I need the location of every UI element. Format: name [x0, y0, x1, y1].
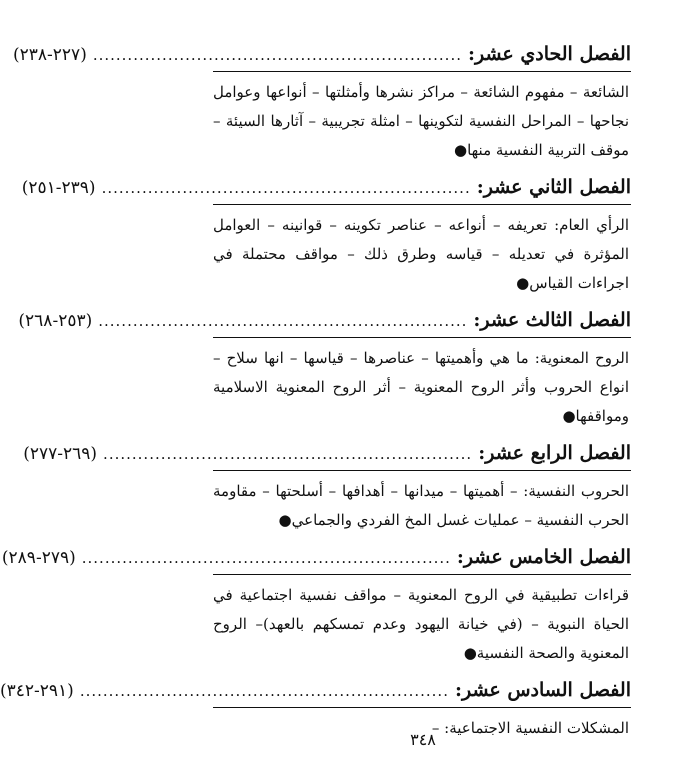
leader-dots: ................................................................	[103, 445, 473, 463]
leader-dots: ................................................................	[81, 549, 451, 567]
chapter-title: الفصل الثالث عشر:	[473, 309, 631, 331]
leader-dots: ................................................................	[92, 46, 462, 64]
chapter-entry	[18, 306, 631, 431]
chapter-title: الفصل الثاني عشر:	[476, 176, 631, 198]
chapter-description: الروح المعنوية: ما هي وأهميتها – عناصرها – قياسها – انها سلاح – انواع الحروب وأثر الروح المعنوية – أثر الروح المعنوية الاسلامية ومواقفها●	[213, 349, 629, 425]
chapter-title: الفصل الخامس عشر:	[456, 546, 631, 568]
leader-dots: ................................................................	[101, 179, 471, 197]
chapter-heading	[18, 306, 631, 335]
chapter-divider	[213, 204, 631, 205]
chapter-page-range: (٢٣٩-٢٥١)	[21, 178, 96, 198]
chapter-page-range: (٢٥٣-٢٦٨)	[18, 311, 93, 331]
chapter-entry	[21, 173, 631, 298]
chapter-divider	[213, 574, 631, 575]
page-number: ٣٤٨	[410, 730, 436, 749]
chapter-heading	[0, 676, 631, 705]
chapter-description: الشائعة – مفهوم الشائعة – مراكز نشرها وأمثلتها – أنواعها وعوامل نجاحها – المراحل النفسية لتكوينها – امثلة تجريبية – آثارها السيئة – موقف التربية النفسية منها●	[213, 83, 629, 159]
chapter-list	[0, 40, 631, 743]
chapter-heading	[23, 439, 631, 468]
chapter-description: المشكلات النفسية الاجتماعية: –	[431, 719, 629, 737]
chapter-divider	[213, 707, 631, 708]
leader-dots: ................................................................	[79, 682, 449, 700]
chapter-page-range: (٢٧٩-٢٨٩)	[1, 548, 76, 568]
chapter-description: قراءات تطبيقية في الروح المعنوية – مواقف نفسية اجتماعية في الحياة النبوية – (في خيانة اليهود وعدم تمسكهم بالعهد)– الروح المعنوية والصحة النفسية●	[213, 586, 629, 662]
chapter-entry	[1, 543, 631, 668]
chapter-description: الرأي العام: تعريفه – أنواعه – عناصر تكوينه – قوانينه – العوامل المؤثرة في تعديله – قياسه وطرق ذلك – مواقف محتملة في اجراءات القياس●	[213, 216, 629, 292]
chapter-divider	[213, 337, 631, 338]
chapter-divider	[213, 470, 631, 471]
chapter-title: الفصل الرابع عشر:	[478, 442, 631, 464]
chapter-page-range: (٢٦٩-٢٧٧)	[23, 444, 98, 464]
chapter-title: الفصل الحادي عشر:	[467, 43, 631, 65]
chapter-heading	[12, 40, 631, 69]
chapter-page-range: (٢٢٧-٢٣٨)	[12, 45, 87, 65]
chapter-divider	[213, 71, 631, 72]
chapter-title: الفصل السادس عشر:	[454, 679, 631, 701]
leader-dots: ................................................................	[98, 312, 468, 330]
chapter-heading	[21, 173, 631, 202]
chapter-description: الحروب النفسية: – أهميتها – ميدانها – أهدافها – أسلحتها – مقاومة الحرب النفسية – عمليات غسل المخ الفردي والجماعي●	[213, 482, 629, 529]
chapter-entry	[12, 40, 631, 165]
chapter-page-range: (٢٩١-٣٤٢)	[0, 681, 74, 701]
chapter-heading	[1, 543, 631, 572]
chapter-entry	[23, 439, 631, 535]
